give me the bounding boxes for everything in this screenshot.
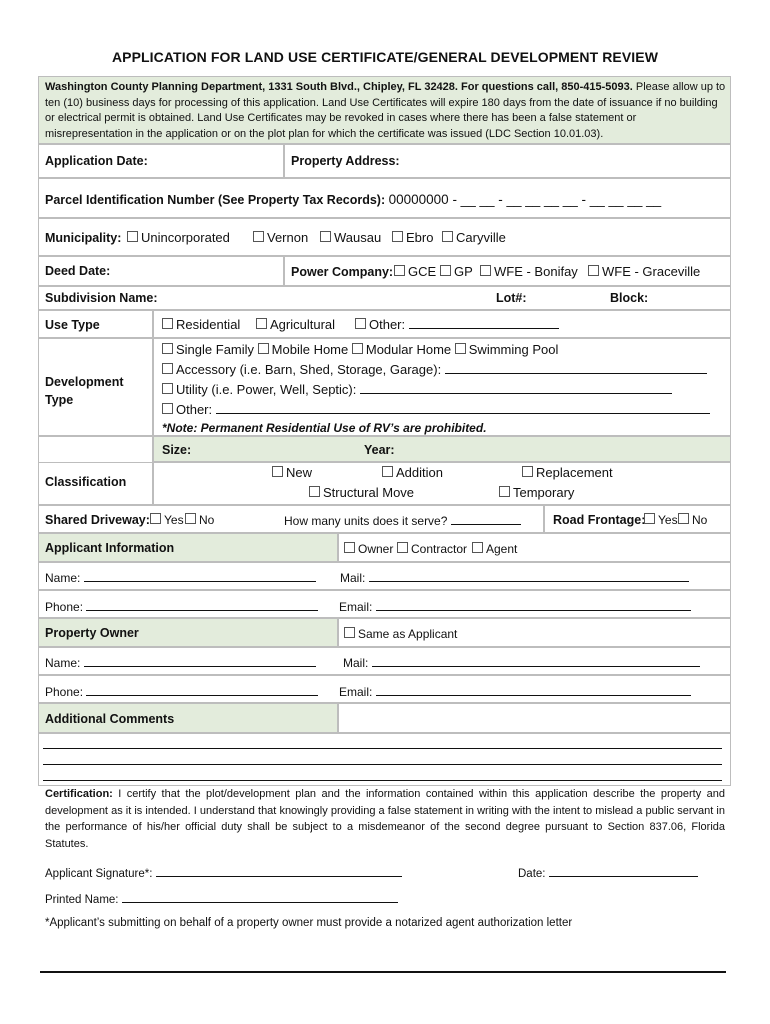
- deed-date-field[interactable]: [38, 256, 284, 286]
- applicant-mail-line[interactable]: [369, 570, 689, 582]
- checkbox[interactable]: [162, 383, 173, 394]
- certification-text: [45, 786, 725, 852]
- checkbox[interactable]: [344, 627, 355, 638]
- municipality-caryville[interactable]: Caryville: [442, 230, 506, 245]
- use-residential[interactable]: Residential: [162, 317, 240, 332]
- size-year-row[interactable]: [153, 436, 731, 462]
- checkbox[interactable]: [588, 265, 599, 276]
- road-frontage-row: [544, 505, 731, 533]
- checkbox[interactable]: [185, 513, 196, 524]
- certification-body: I certify that the plot/development plan and the information contained within this application describe the property and development as it is intended. I understand that knowingly providing a false statement in writing with the intent to mislead a public servant in the performance of his/her official duty shall be subject to a misdemeanor of the second degree pursuant to Section 837.06, Florida Statutes.: [45, 788, 725, 850]
- owner-mail-field[interactable]: Mail:: [343, 655, 700, 670]
- driveway-no[interactable]: No: [185, 513, 214, 527]
- checkbox[interactable]: [272, 466, 283, 477]
- checkbox[interactable]: [162, 318, 173, 329]
- comment-line-2[interactable]: [43, 764, 722, 765]
- municipality-label: Municipality:: [45, 231, 122, 245]
- applicant-mail-field[interactable]: Mail:: [340, 570, 689, 585]
- checkbox[interactable]: [256, 318, 267, 329]
- checkbox[interactable]: [150, 513, 161, 524]
- property-address-field[interactable]: [284, 144, 731, 178]
- use-other[interactable]: Other:: [355, 317, 559, 332]
- development-type-label: Type: [45, 393, 74, 407]
- applicant-email-field[interactable]: Email:: [339, 599, 691, 614]
- owner-name-row: [38, 647, 731, 675]
- checkbox[interactable]: [355, 318, 366, 329]
- classification-options: [153, 462, 731, 505]
- owner-section-header: [38, 618, 338, 647]
- page-title: APPLICATION FOR LAND USE CERTIFICATE/GENERAL DEVELOPMENT REVIEW: [111, 49, 659, 65]
- dev-accessory-line[interactable]: [445, 362, 707, 374]
- subdivision-row[interactable]: [38, 286, 731, 310]
- printed-name-line[interactable]: [122, 891, 398, 903]
- class-replacement[interactable]: Replacement: [522, 465, 613, 480]
- checkbox[interactable]: [440, 265, 451, 276]
- comment-line-3[interactable]: [43, 780, 722, 781]
- classification-label-cell: [38, 462, 153, 505]
- use-type-options: [153, 310, 731, 338]
- checkbox[interactable]: [344, 542, 355, 553]
- comments-section-title: Additional Comments: [45, 712, 175, 726]
- dev-single-family[interactable]: Single Family: [162, 342, 254, 357]
- intro-body: Please allow up to ten (10) business days for processing of this application. Land Use Certificates will expire 180 days from the date of issuance if no building or electrical permit is obtained. Land Use Certificates may be revoked in cases where there has been a false statement or misrepresentation in the application or on the plot plan for which the certificate was issued (LDC Section 10.01.03).: [45, 81, 726, 140]
- owner-email-field[interactable]: Email:: [339, 684, 691, 699]
- applicant-name-row: [38, 562, 731, 590]
- owner-same-row: [338, 618, 731, 647]
- use-type-label: Use Type: [45, 318, 100, 332]
- checkbox[interactable]: [162, 403, 173, 414]
- applicant-role-row: [338, 533, 731, 562]
- checkbox[interactable]: [442, 231, 453, 242]
- class-addition[interactable]: Addition: [382, 465, 443, 480]
- shared-driveway-label: Shared Driveway:: [45, 513, 150, 527]
- owner-email-line[interactable]: [376, 684, 691, 696]
- owner-name-field[interactable]: Name:: [45, 655, 316, 670]
- applicant-phone-row: [38, 590, 731, 618]
- year-label: Year:: [364, 443, 395, 457]
- municipality-row: [38, 218, 731, 256]
- checkbox[interactable]: [162, 363, 173, 374]
- comments-section-header: [38, 703, 338, 733]
- checkbox[interactable]: [127, 231, 138, 242]
- signature-date-label: Date:: [518, 868, 546, 880]
- property-address-label: Property Address:: [291, 154, 400, 168]
- signature-label: Applicant Signature*:: [45, 868, 153, 880]
- checkbox[interactable]: [455, 343, 466, 354]
- rv-note: *Note: Permanent Residential Use of RV’s are prohibited.: [162, 421, 487, 435]
- printed-name-label: Printed Name:: [45, 894, 119, 906]
- checkbox[interactable]: [392, 231, 403, 242]
- dev-swimming-pool[interactable]: Swimming Pool: [455, 342, 559, 357]
- class-structural-move[interactable]: Structural Move: [309, 485, 414, 500]
- printed-name-field[interactable]: [45, 891, 398, 906]
- power-wfe-bonifay[interactable]: WFE - Bonifay: [480, 264, 578, 279]
- checkbox[interactable]: [644, 513, 655, 524]
- checkbox[interactable]: [472, 542, 483, 553]
- application-date-label: Application Date:: [45, 154, 148, 168]
- owner-phone-row: [38, 675, 731, 703]
- role-agent[interactable]: Agent: [472, 542, 517, 556]
- power-wfe-graceville[interactable]: WFE - Graceville: [588, 264, 700, 279]
- applicant-name-line[interactable]: [84, 570, 316, 582]
- class-new[interactable]: New: [272, 465, 312, 480]
- use-type-label-cell: [38, 310, 153, 338]
- signature-line[interactable]: [156, 865, 402, 877]
- comment-line-1[interactable]: [43, 748, 722, 749]
- agent-footnote: *Applicant’s submitting on behalf of a property owner must provide a notarized agent authorization letter: [45, 917, 573, 929]
- applicant-name-field[interactable]: Name:: [45, 570, 316, 585]
- power-gce[interactable]: GCE: [394, 264, 436, 279]
- signature-date-field[interactable]: [518, 865, 698, 880]
- classification-label: Classification: [45, 475, 127, 489]
- municipality-vernon[interactable]: Vernon: [253, 230, 308, 245]
- applicant-section-title: Applicant Information: [45, 541, 175, 555]
- applicant-email-line[interactable]: [376, 599, 691, 611]
- parcel-label: Parcel Identification Number (See Property Tax Records): 00000000 - __ __ - __ __ __ __ - __ __ __ __: [45, 192, 662, 207]
- checkbox[interactable]: [522, 466, 533, 477]
- development-type-options: [153, 338, 731, 436]
- checkbox[interactable]: [480, 265, 491, 276]
- development-label: Development: [45, 375, 124, 389]
- shared-driveway-row: [38, 505, 544, 533]
- class-temporary[interactable]: Temporary: [499, 485, 574, 500]
- municipality-unincorporated[interactable]: Unincorporated: [127, 230, 230, 245]
- signature-field[interactable]: [45, 865, 402, 880]
- power-company-row: [284, 256, 731, 286]
- use-agricultural[interactable]: Agricultural: [256, 317, 335, 332]
- deed-date-label: Deed Date:: [45, 264, 111, 278]
- applicant-phone-field[interactable]: Phone:: [45, 599, 318, 614]
- intro-text: [45, 80, 726, 142]
- role-owner[interactable]: Owner: [344, 542, 393, 556]
- frontage-yes[interactable]: Yes: [644, 513, 678, 527]
- checkbox[interactable]: [309, 486, 320, 497]
- units-question: How many units does it serve?: [284, 513, 521, 528]
- intro-contact: Washington County Planning Department, 1331 South Blvd., Chipley, FL 32428. For questions call, 850-415-5093.: [45, 81, 633, 93]
- owner-phone-line[interactable]: [86, 684, 318, 696]
- owner-phone-field[interactable]: Phone:: [45, 684, 318, 699]
- checkbox[interactable]: [258, 343, 269, 354]
- block-label: Block:: [610, 291, 649, 305]
- dev-utility[interactable]: Utility (i.e. Power, Well, Septic):: [162, 382, 672, 397]
- checkbox[interactable]: [320, 231, 331, 242]
- owner-section-title: Property Owner: [45, 626, 139, 640]
- checkbox[interactable]: [382, 466, 393, 477]
- application-date-field[interactable]: [38, 144, 284, 178]
- signature-date-line[interactable]: [549, 865, 698, 877]
- checkbox[interactable]: [678, 513, 689, 524]
- role-contractor[interactable]: Contractor: [397, 542, 467, 556]
- dev-other[interactable]: Other:: [162, 402, 710, 417]
- comments-header-blank: [338, 703, 731, 733]
- dev-mobile-home[interactable]: Mobile Home: [258, 342, 349, 357]
- applicant-section-header: [38, 533, 338, 562]
- dev-other-line[interactable]: [216, 402, 710, 414]
- units-line[interactable]: [451, 513, 521, 525]
- applicant-phone-line[interactable]: [86, 599, 318, 611]
- checkbox[interactable]: [352, 343, 363, 354]
- certification-label: Certification:: [45, 788, 113, 800]
- dev-accessory[interactable]: Accessory (i.e. Barn, Shed, Storage, Garage):: [162, 362, 707, 377]
- same-as-applicant[interactable]: Same as Applicant: [344, 627, 457, 641]
- checkbox[interactable]: [394, 265, 405, 276]
- frontage-no[interactable]: No: [678, 513, 707, 527]
- municipality-ebro[interactable]: Ebro: [392, 230, 433, 245]
- checkbox[interactable]: [499, 486, 510, 497]
- power-gp[interactable]: GP: [440, 264, 473, 279]
- owner-mail-line[interactable]: [372, 655, 700, 667]
- dev-modular-home[interactable]: Modular Home: [352, 342, 451, 357]
- dev-row-1: [162, 342, 558, 357]
- checkbox[interactable]: [397, 542, 408, 553]
- comments-box[interactable]: [38, 733, 731, 786]
- intro-box: [38, 76, 731, 144]
- page-bottom-rule: [40, 971, 726, 973]
- parcel-value: 00000000 - __ __ - __ __ __ __ - __ __ __ __: [388, 192, 662, 207]
- checkbox[interactable]: [162, 343, 173, 354]
- size-label: Size:: [162, 443, 192, 457]
- municipality-wausau[interactable]: Wausau: [320, 230, 381, 245]
- application-form: [38, 76, 731, 786]
- development-type-label-cell: [38, 338, 153, 436]
- parcel-field[interactable]: [38, 178, 731, 218]
- size-spacer: [38, 436, 153, 462]
- lot-label: Lot#:: [496, 291, 527, 305]
- driveway-yes[interactable]: Yes: [150, 513, 184, 527]
- checkbox[interactable]: [253, 231, 264, 242]
- road-frontage-label: Road Frontage:: [553, 513, 646, 527]
- subdivision-label: Subdivision Name:: [45, 291, 158, 305]
- owner-name-line[interactable]: [84, 655, 316, 667]
- power-company-label: Power Company:: [291, 265, 394, 279]
- dev-utility-line[interactable]: [360, 382, 672, 394]
- use-other-line[interactable]: [409, 317, 559, 329]
